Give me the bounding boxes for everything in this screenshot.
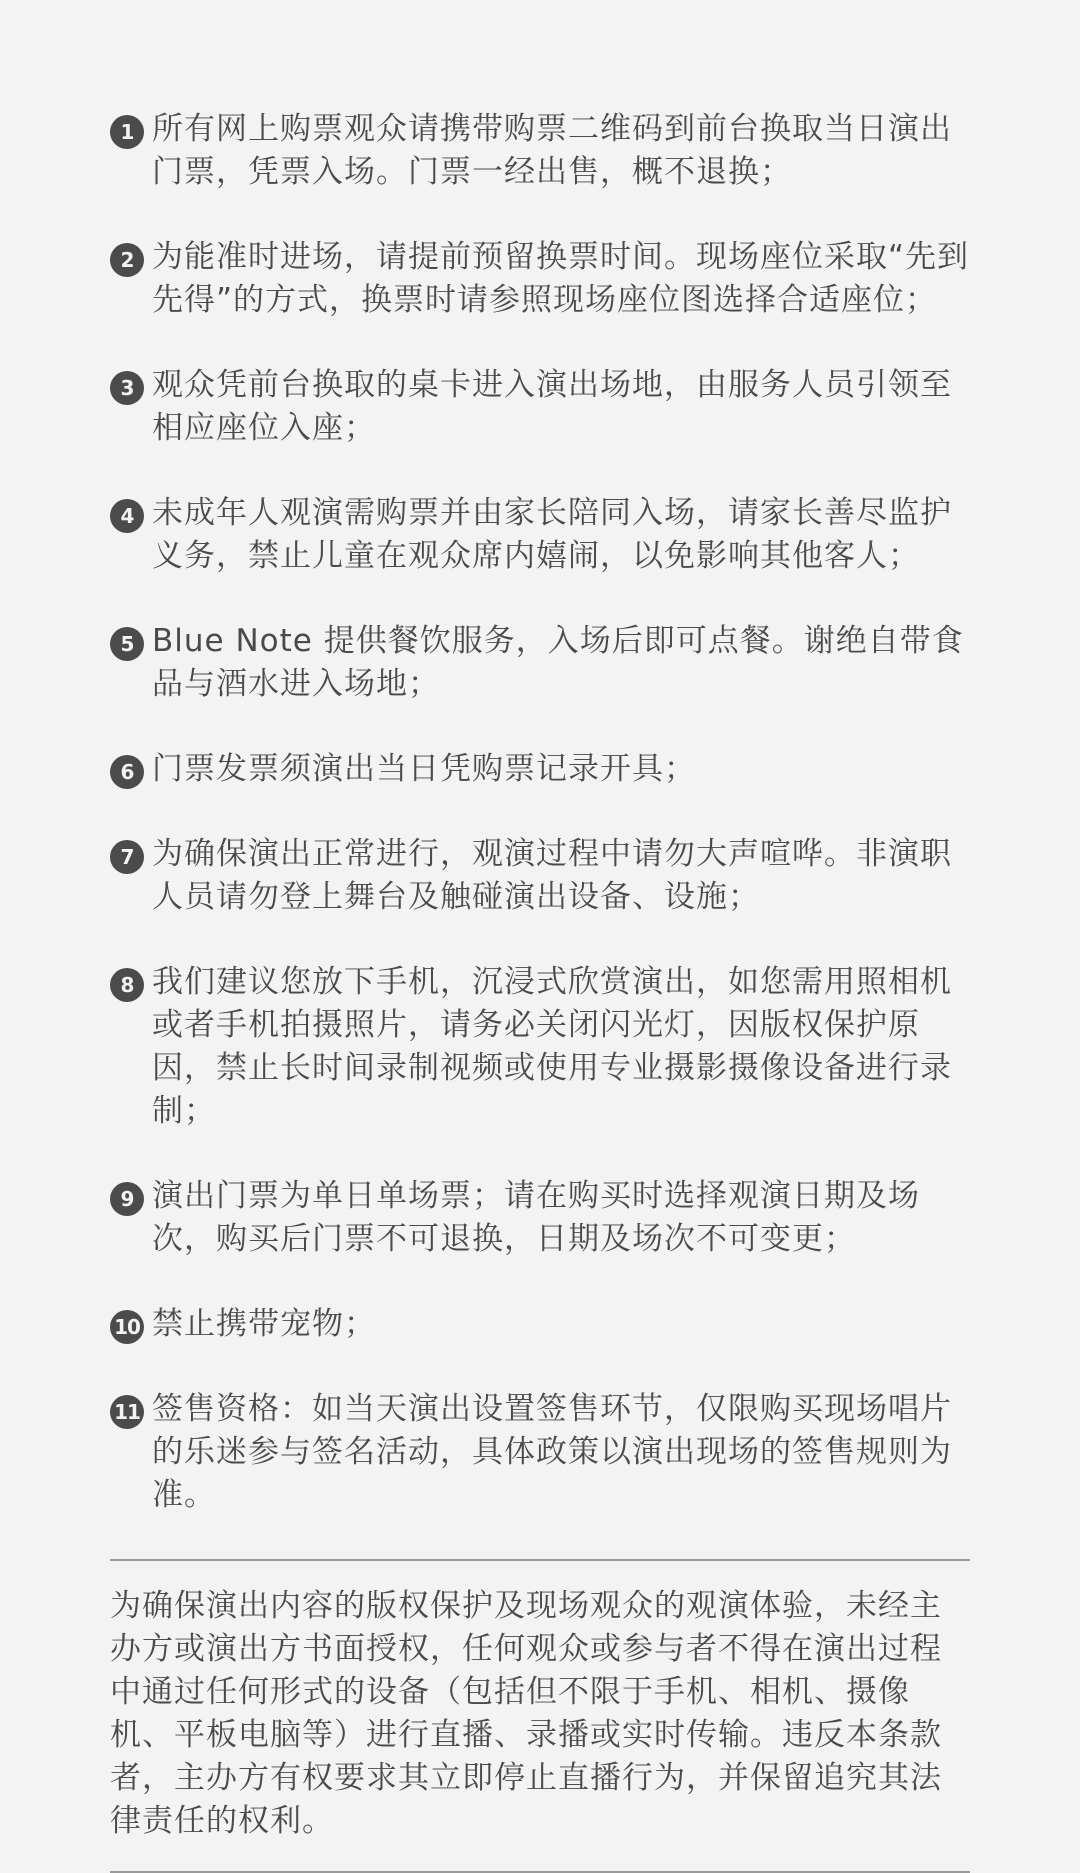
number-badge-icon: 9 xyxy=(110,1182,144,1216)
number-badge-icon: 6 xyxy=(110,755,144,789)
rule-text: 为能准时进场，请提前预留换票时间。现场座位采取“先到先得”的方式，换票时请参照现场座位图选择合适座位； xyxy=(152,239,970,318)
number-badge-icon: 5 xyxy=(110,627,144,661)
copyright-notice: 为确保演出内容的版权保护及现场观众的观演体验，未经主办方或演出方书面授权，任何观众或参与者不得在演出过程中通过任何形式的设备（包括但不限于手机、相机、摄像机、平板电脑等）进行直播、录播或实时传输。违反本条款者，主办方有权要求其立即停止直播行为，并保留追究其法律责任的权利。 xyxy=(110,1588,942,1839)
rule-text: 签售资格：如当天演出设置签售环节，仅限购买现场唱片的乐迷参与签名活动，具体政策以演出现场的签售规则为准。 xyxy=(152,1391,952,1513)
rule-text: 观众凭前台换取的桌卡进入演出场地，由服务人员引领至相应座位入座； xyxy=(152,367,952,446)
rule-item-3 xyxy=(110,364,970,450)
rule-item-9 xyxy=(110,1175,970,1261)
rule-item-7 xyxy=(110,833,970,919)
rule-text: 为确保演出正常进行，观演过程中请勿大声喧哗。非演职人员请勿登上舞台及触碰演出设备、设施； xyxy=(152,836,952,915)
number-badge-icon: 4 xyxy=(110,499,144,533)
rule-text: 禁止携带宠物； xyxy=(152,1306,376,1342)
rule-item-1 xyxy=(110,108,970,194)
rule-item-4 xyxy=(110,492,970,578)
number-badge-icon: 2 xyxy=(110,243,144,277)
number-badge-icon: 1 xyxy=(110,115,144,149)
rule-item-6 xyxy=(110,748,970,791)
number-badge-icon: 8 xyxy=(110,968,144,1002)
rule-item-5 xyxy=(110,620,970,706)
number-badge-icon: 3 xyxy=(110,371,144,405)
number-badge-icon: 10 xyxy=(110,1310,144,1344)
rule-item-10 xyxy=(110,1303,970,1346)
number-badge-icon: 11 xyxy=(110,1395,144,1429)
rule-text: 未成年人观演需购票并由家长陪同入场，请家长善尽监护义务，禁止儿童在观众席内嬉闹，以免影响其他客人； xyxy=(152,495,952,574)
rule-text: 我们建议您放下手机，沉浸式欣赏演出，如您需用照相机或者手机拍摄照片，请务必关闭闪光灯，因版权保护原因，禁止长时间录制视频或使用专业摄影摄像设备进行录制； xyxy=(152,964,952,1129)
number-badge-icon: 7 xyxy=(110,840,144,874)
rules-document xyxy=(110,108,970,1873)
rule-text: 演出门票为单日单场票；请在购买时选择观演日期及场次，购买后门票不可退换，日期及场次不可变更； xyxy=(152,1178,920,1257)
rule-item-8 xyxy=(110,961,970,1133)
rule-text: 门票发票须演出当日凭购票记录开具； xyxy=(152,751,696,787)
rule-text: Blue Note 提供餐饮服务，入场后即可点餐。谢绝自带食品与酒水进入场地； xyxy=(152,623,964,702)
rule-item-2 xyxy=(110,236,970,322)
rule-item-11 xyxy=(110,1388,970,1517)
rule-list xyxy=(110,108,970,1517)
rule-text: 所有网上购票观众请携带购票二维码到前台换取当日演出门票，凭票入场。门票一经出售，概不退换； xyxy=(152,111,952,190)
